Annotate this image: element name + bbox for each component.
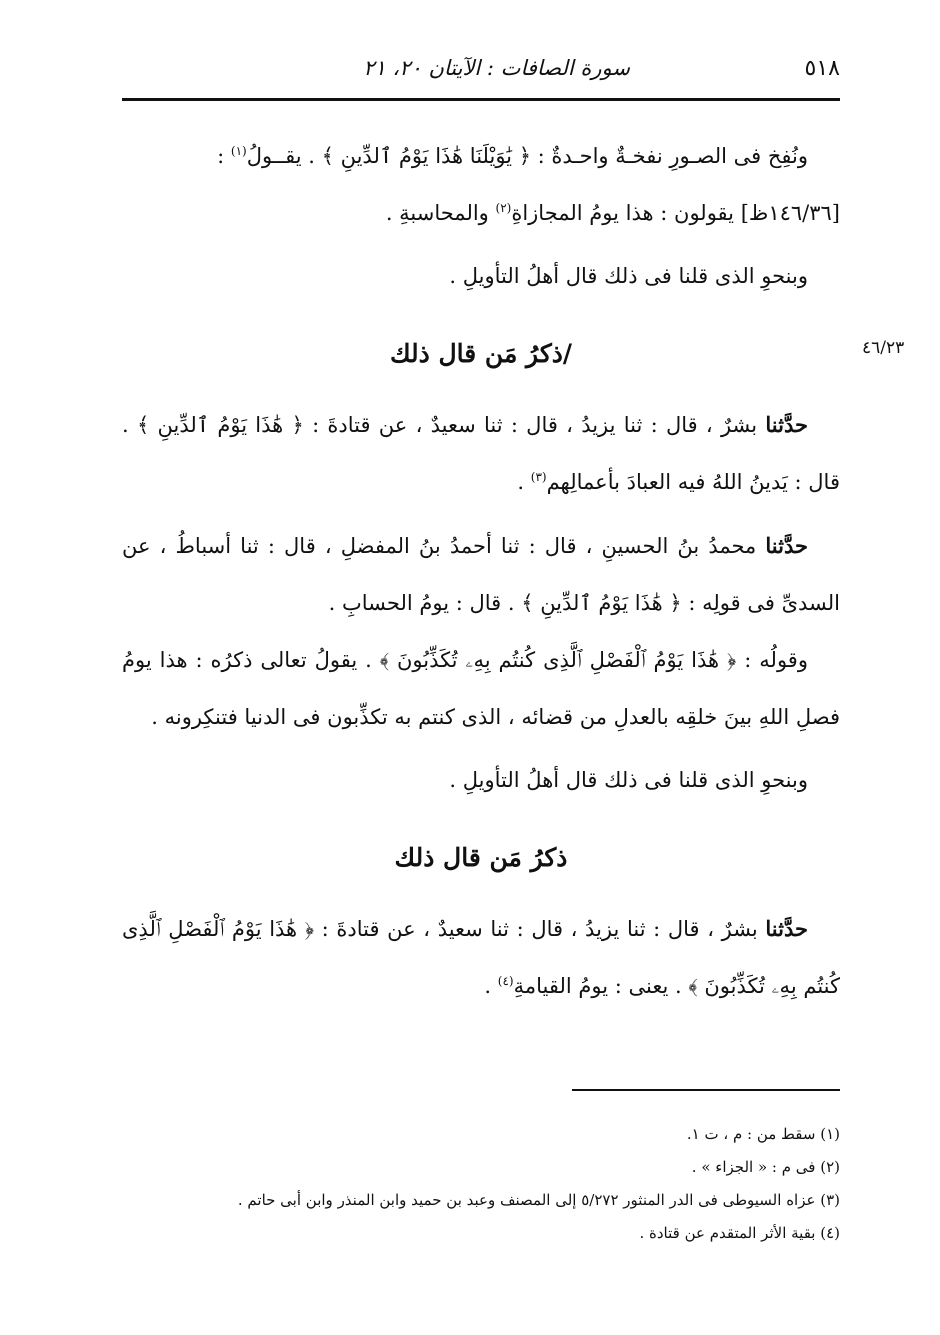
footnote-rule (572, 1089, 840, 1091)
paragraph-1 (122, 128, 840, 185)
footnote-marker-1: (١) (230, 144, 247, 158)
paragraph-1-tail: : (217, 144, 231, 168)
margin-reference: ٤٦/٢٣ (862, 338, 905, 358)
paragraph-2-text: [١٤٦/٣٦ظ] يقولون : هذا يومُ المجازاةِ (511, 201, 840, 225)
footnote-3: (٣) عزاه السيوطى فى الدر المنثور ٥/٢٧٢ إلى المصنف وعبد بن حميد وابن المنذر وابن أبى حاتم . (237, 1191, 840, 1209)
paragraph-8-tail: . (484, 974, 498, 998)
footnote-marker-3: (٣) (530, 470, 547, 484)
paragraph-4 (122, 396, 840, 511)
paragraph-2 (122, 185, 840, 242)
paragraph-4-tail: . (517, 470, 531, 494)
section-heading-1: /ذكرُ مَن قال ذلك (389, 339, 573, 368)
section-heading-2: ذكرُ مَن قال ذلك (394, 843, 568, 872)
footnote-marker-2: (٢) (495, 201, 512, 215)
paragraph-5 (122, 517, 840, 632)
footnote-1: (١) سقط من : م ، ت ١. (686, 1125, 840, 1143)
paragraph-5-text: محمدُ بنُ الحسينِ ، قال : ثنا أحمدُ بنُ المفضلِ ، قال : ثنا أسباطُ ، عن السدىِّ فى قولِه : ﴿ هَٰذَا يَوْمُ ٱلدِّينِ ﴾ . قال : يومُ الحسابِ . (122, 534, 840, 615)
paragraph-7: وبنحوِ الذى قلنا فى ذلك قال أهلُ التأويلِ . (449, 768, 808, 792)
paragraph-6: وقولُه : ﴿ هَٰذَا يَوْمُ ٱلْفَصْلِ ٱلَّذِى كُنتُم بِهِۦ تُكَذِّبُونَ ﴾ . يقولُ تعالى ذكرُه : هذا يومُ فصلِ اللهِ بينَ خلقِه بالعدلِ من قضائه ، الذى كنتم به تكذِّبون فى الدنيا فتنكِرونه . (122, 648, 840, 729)
paragraph-1-text: ونُفِخ فى الصـورِ نفخـةٌ واحـدةٌ : ﴿ يَٰوَيْلَنَا هَٰذَا يَوْمُ ٱلدِّينِ ﴾ . يقــولُ (246, 144, 808, 168)
header-rule (122, 98, 840, 101)
paragraph-5-lead: حدَّثنا (765, 533, 808, 558)
paragraph-2-tail: والمحاسبةِ . (385, 201, 496, 225)
paragraph-8 (122, 900, 840, 1015)
running-title: سورة الصافات : الآيتان ٢٠، ٢١ (363, 56, 630, 80)
paragraph-4-lead: حدَّثنا (765, 412, 808, 437)
paragraph-4-text: بشرٌ ، قال : ثنا يزيدُ ، قال : ثنا سعيدٌ ، عن قتادةَ : ﴿ هَٰذَا يَوْمُ ٱلدِّينِ ﴾ . قال : يَدينُ اللهُ فيه العبادَ بأعمالِهم (122, 413, 840, 494)
footnotes (122, 1118, 840, 1250)
paragraph-8-text: بشرٌ ، قال : ثنا يزيدُ ، قال : ثنا سعيدٌ ، عن قتادةَ : ﴿ هَٰذَا يَوْمُ ٱلْفَصْلِ ٱلَّذِى كُنتُم بِهِۦ تُكَذِّبُونَ ﴾ . يعنى : يومُ القيامةِ (122, 917, 840, 998)
main-text (122, 128, 840, 1015)
footnote-4: (٤) بقية الأثر المتقدم عن قتادة . (639, 1224, 840, 1242)
paragraph-3: وبنحوِ الذى قلنا فى ذلك قال أهلُ التأويلِ . (449, 264, 808, 288)
page-number: ٥١٨ (804, 56, 840, 81)
page-header (122, 48, 840, 96)
footnote-2: (٢) فى م : « الجزاء » . (691, 1158, 840, 1176)
footnote-marker-4: (٤) (497, 974, 514, 988)
paragraph-8-lead: حدَّثنا (765, 916, 808, 941)
